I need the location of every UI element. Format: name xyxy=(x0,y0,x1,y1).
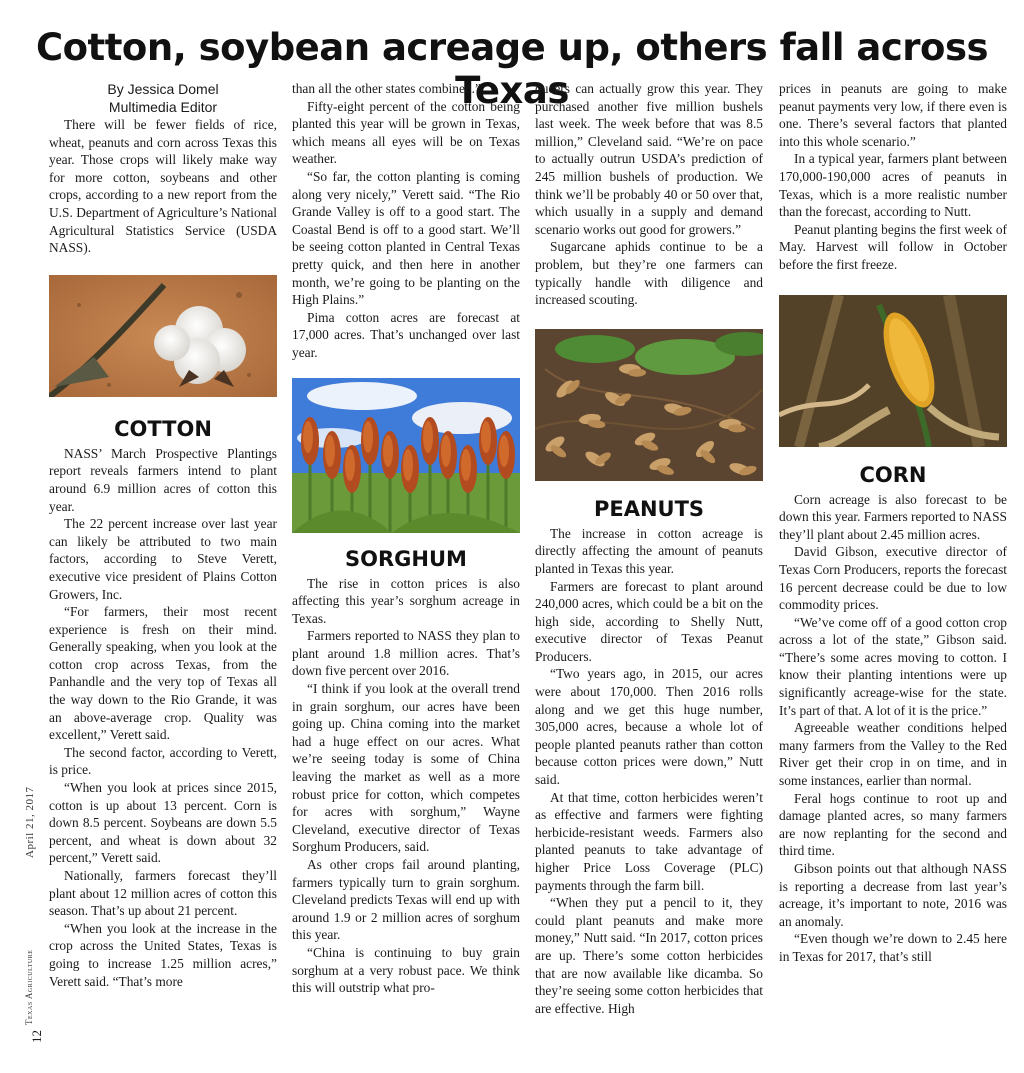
article-column-1 xyxy=(49,80,277,1065)
article-paragraph: Agreeable weather conditions helped many farmers from the Valley to the Red River get their crop in on time, and in some instances, earlier than normal. xyxy=(779,720,1007,789)
article-paragraph: The second factor, according to Verett, is price. xyxy=(49,744,277,778)
issue-date: April 21, 2017 xyxy=(24,786,36,858)
byline-author: By Jessica Domel xyxy=(107,81,219,97)
byline xyxy=(49,80,277,116)
sorghum-photo xyxy=(292,378,520,533)
article-paragraph: “We’ve come off of a good cotton crop across a lot of the state,” Gibson said. “There’s some acres moving to cotton. I know their planting intentions were up significantly acreage-wise for the state. It’s part of that. A lot of it is the price.” xyxy=(779,614,1007,718)
article-paragraph: Pima cotton acres are forecast at 17,000 acres. That’s unchanged over last year. xyxy=(292,309,520,360)
publication-name: Texas Agriculture xyxy=(24,949,34,1025)
article-paragraph: Nationally, farmers forecast they’ll plant about 12 million acres of cotton this season. That’s up about 21 percent. xyxy=(49,868,277,919)
article-column-3 xyxy=(535,80,763,1065)
corn-photo xyxy=(779,295,1007,447)
article-paragraph: The increase in cotton acreage is directly affecting the amount of peanuts planted in Texas this year. xyxy=(535,525,763,576)
article-paragraph: Peanut planting begins the first week of May. Harvest will follow in October before the first freeze. xyxy=(779,221,1007,272)
peanuts-photo xyxy=(535,329,763,481)
article-paragraph: At that time, cotton herbicides weren’t as effective and farmers were fighting herbicide-resistant weeds. Farmers also planted peanuts to take advantage of higher Price Loss Coverage (PLC) payments through the farm bill. xyxy=(535,789,763,893)
article-paragraph: NASS’ March Prospective Plantings report reveals farmers intend to plant around 6.9 million acres of cotton this year. xyxy=(49,445,277,514)
article-paragraph: prices in peanuts are going to make peanut payments very low, if there even is one. There’s several factors that planted into this whole scenario.” xyxy=(779,81,1007,149)
article-paragraph: “When you look at the increase in the crop across the United States, Texas is going to increase 1.25 million acres,” Verett said. “That’s more xyxy=(49,920,277,989)
article-paragraph: “Two years ago, in 2015, our acres were about 170,000. Then 2016 rolls along and we get this huge number, 305,000 acres, because a whole lot of people planted peanuts rather than cotton because cotton prices were down,” Nutt said. xyxy=(535,666,763,788)
article-paragraph: Feral hogs continue to root up and damage planted acres, so many farmers are now replanting for the second and third time. xyxy=(779,790,1007,859)
article-paragraph: “China is continuing to buy grain sorghum at a very robust pace. We think this will outstrip what pro- xyxy=(292,944,520,996)
article-paragraph: Sugarcane aphids continue to be a problem, but they’re one farmers can typically handle with diligence and increased scouting. xyxy=(535,239,763,308)
article-paragraph: Fifty-eight percent of the cotton being planted this year will be grown in Texas, which means all eyes will be on Texas weather. xyxy=(292,98,520,167)
article-paragraph: “When you look at prices since 2015, cotton is up about 13 percent. Corn is down 8.5 percent. Soybeans are down 5.5 percent, and wheat is down about 32 percent,” Verett said. xyxy=(49,780,277,866)
article-paragraph: “Even though we’re down to 2.45 here in Texas for 2017, that’s still xyxy=(779,931,1007,964)
article-paragraph: David Gibson, executive director of Texas Corn Producers, reports the forecast 16 percent decrease could be due to low commodity prices. xyxy=(779,544,1007,613)
section-heading: CORN xyxy=(859,462,927,487)
article-paragraph: There will be fewer fields of rice, wheat, peanuts and corn across Texas this year. Those crops will likely make way for more cotton, soybeans and other crops, according to a new report from the U.S. Department of Agriculture’s National Agricultural Statistics Service (USDA NASS). xyxy=(49,117,277,256)
byline-role: Multimedia Editor xyxy=(108,99,218,115)
headline: Cotton, soybean acreage up, others fall across Texas xyxy=(35,26,989,112)
cotton-photo xyxy=(49,275,277,397)
article-paragraph: In a typical year, farmers plant between 170,000-190,000 acres of peanuts in Texas, which is a more realistic number than the forecast, according to Nutt. xyxy=(779,151,1007,220)
article-column-4 xyxy=(779,80,1007,1065)
article-paragraph: Farmers reported to NASS they plan to plant around 1.8 million acres. That’s down five percent over 2016. xyxy=(292,628,520,679)
article-paragraph: “For farmers, their most recent experience is fresh on their mind. Generally speaking, when you look at the cotton crop across Texas, from the Panhandle and the very top of Texas all the way down to the Rio Grande, it was an above-average crop. Quality was excellent,” Verett said. xyxy=(49,604,277,743)
article-paragraph: “So far, the cotton planting is coming along very nicely,” Verett said. “The Rio Grande Valley is off to a good start. The Coastal Bend is off to a good start. We’ll be seeing cotton planted in Central Texas pretty quick, and then here in another month, we’re going to be planting on the High Plains.” xyxy=(292,168,520,308)
article-paragraph: than all the other states combined.” xyxy=(292,81,481,96)
article-paragraph: The rise in cotton prices is also affecting this year’s sorghum acreage in Texas. xyxy=(292,575,520,626)
article-paragraph: As other crops fail around planting, farmers typically turn to grain sorghum. Cleveland predicts Texas will end up with around 1.9 or 2 million acres of sorghum this year. xyxy=(292,857,520,943)
section-heading: SORGHUM xyxy=(345,546,467,571)
article-paragraph: Corn acreage is also forecast to be down this year. Farmers reported to NASS they’ll plant about 2.45 million acres. xyxy=(779,491,1007,542)
article-paragraph: Farmers are forecast to plant around 240,000 acres, which could be a bit on the high side, according to Shelly Nutt, executive director of Texas Peanut Producers. xyxy=(535,578,763,664)
article-paragraph: The 22 percent increase over last year can likely be attributed to two main factors, according to Steve Verett, executive vice president of Plains Cotton Growers, Inc. xyxy=(49,516,277,602)
section-heading: COTTON xyxy=(114,416,212,441)
article-column-2 xyxy=(292,80,520,1065)
article-paragraph: “I think if you look at the overall trend in grain sorghum, our acres have been going up. China coming into the market had a huge effect on our acres. What we’re seeing today is some of China leaving the market as well as a more robust price for cotton, which competes for acres with sorghum,” Wayne Cleveland, executive director of Texas Sorghum Producers, said. xyxy=(292,681,520,855)
article-paragraph: ducers can actually grow this year. They purchased another five million bushels last week. The week before that was 8.5 million,” Cleveland said. “We’re on pace to actually outrun USDA’s prediction of 245 million bushels of production. We think we’ll be probably 40 or 50 over that, which usually in a supply and demand scenario works out good for growers.” xyxy=(535,81,763,237)
section-heading: PEANUTS xyxy=(593,496,705,521)
article-paragraph: Gibson points out that although NASS is reporting a decrease from last year’s acreage, it’s important to note, 2016 was an anomaly. xyxy=(779,861,1007,929)
article-paragraph: “When they put a pencil to it, they could plant peanuts and make more money,” Nutt said. “In 2017, cotton prices are up. There’s some cotton herbicides that are now available like dicamba. So they’re seeing some cotton herbicides that are effective. High xyxy=(535,895,763,1016)
page-number: 12 xyxy=(29,1030,44,1043)
